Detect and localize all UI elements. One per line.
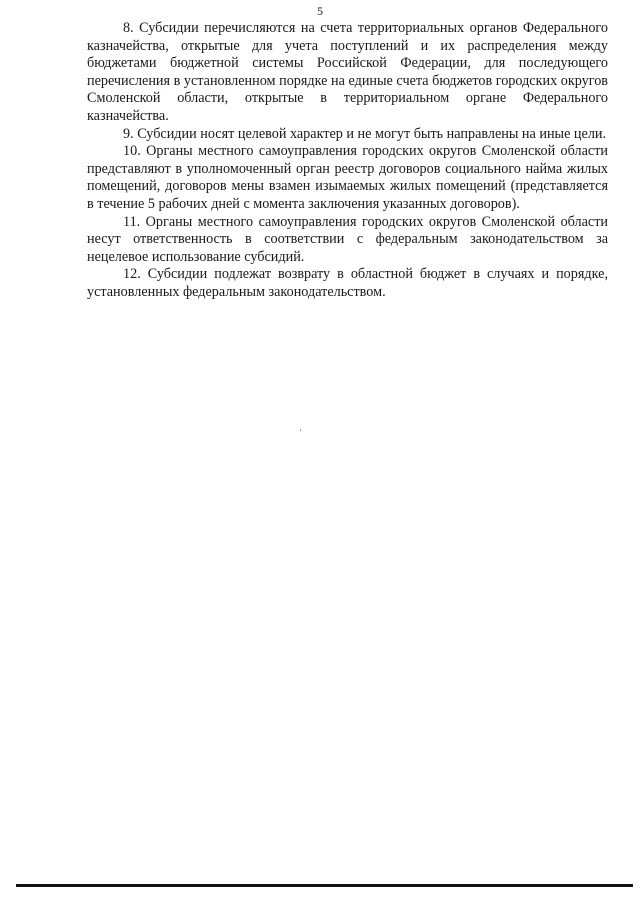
paragraph-11: 11. Органы местного самоуправления городских округов Смоленской области несут ответственность в соответствии с федеральным законодательством за нецелевое использование субсидий. — [87, 213, 608, 265]
page-number: 5 — [317, 4, 323, 18]
paragraph-8: 8. Субсидии перечисляются на счета территориальных органов Федерального казначейства, открытые для учета поступлений и их распределения между бюджетами бюджетной системы Российской Федерации, для последующего перечисления в установленном порядке на единые счета бюджетов городских округов Смоленской области, открытые в территориальном органе Федерального казначейства. — [87, 20, 608, 124]
document-body — [87, 20, 608, 302]
scan-artifact — [300, 429, 301, 431]
paragraph-10: 10. Органы местного самоуправления городских округов Смоленской области представляют в уполномоченный орган реестр договоров социального найма жилых помещений, договоров мены взамен изымаемых жилых помещений (представляется в течение 5 рабочих дней с момента заключения указанных договоров). — [87, 143, 608, 212]
page-bottom-rule — [16, 884, 633, 887]
paragraph-9: 9. Субсидии носят целевой характер и не могут быть направлены на иные цели. — [123, 125, 607, 142]
paragraph-12: 12. Субсидии подлежат возврату в областной бюджет в случаях и порядке, установленных федеральным законодательством. — [87, 266, 608, 300]
